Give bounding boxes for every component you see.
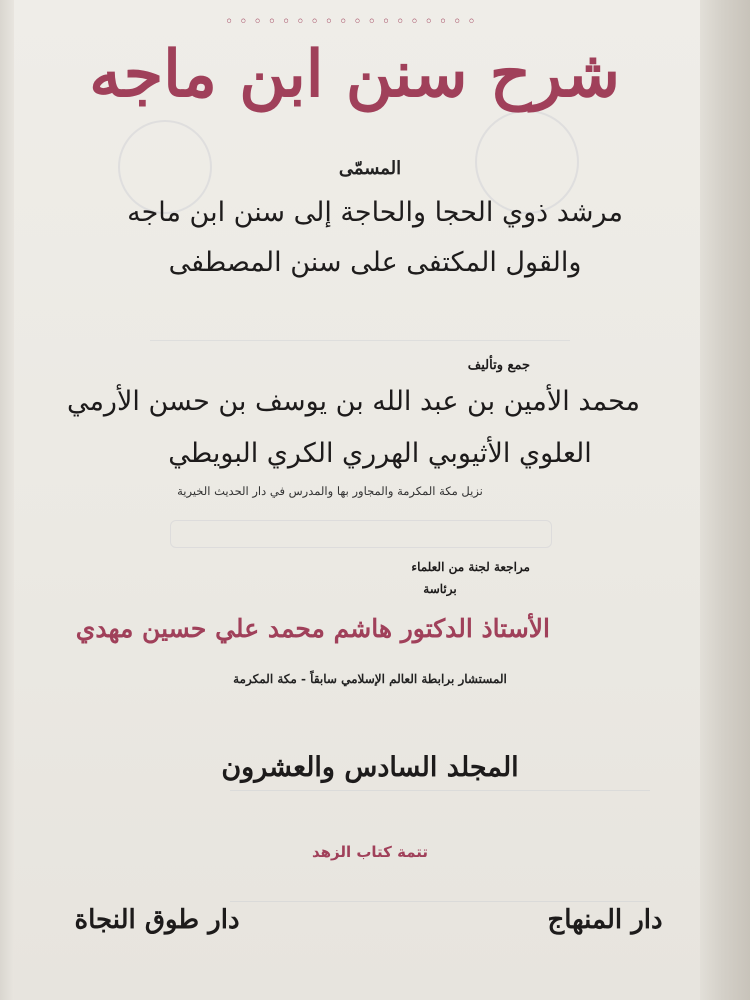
chaired-by-label: برئاسة: [423, 582, 457, 596]
subtitle-line-1: مرشد ذوي الحجا والحاجة إلى سنن ابن ماجه: [127, 197, 623, 228]
subtitle-line-2: والقول المكتفى على سنن المصطفى: [168, 247, 582, 278]
compiled-by-label: جمع وتأليف: [467, 358, 530, 373]
author-note: نزيل مكة المكرمة والمجاور بها والمدرس في دار الحديث الخيرية: [177, 484, 483, 498]
book-binding: [700, 0, 750, 1000]
title-ornament: ◦◦◦◦◦◦◦◦◦◦◦◦◦◦◦◦◦◦: [225, 14, 482, 30]
book-title: شرح سنن ابن ماجه: [89, 37, 620, 112]
reviewer-name: الأستاذ الدكتور هاشم محمد علي حسين مهدي: [75, 614, 550, 643]
volume-number: المجلد السادس والعشرون: [221, 752, 519, 783]
page-edge: [0, 0, 14, 1000]
author-line-2: العلوي الأثيوبي الهرري الكري البويطي: [168, 438, 592, 469]
publisher-logo-left: دار طوق النجاة: [74, 905, 240, 935]
publisher-logo-right: دار المنهاج: [547, 905, 663, 935]
review-label: مراجعة لجنة من العلماء: [411, 560, 530, 574]
ghost-line: [150, 340, 570, 357]
ghost-box: [170, 520, 552, 548]
named-label: المسمّى: [338, 158, 402, 179]
volume-contents: تتمة كتاب الزهد: [311, 843, 429, 861]
reviewer-title: المستشار برابطة العالم الإسلامي سابقاً - مكة المكرمة: [233, 672, 507, 686]
author-line-1: محمد الأمين بن عبد الله بن يوسف بن حسن الأرمي: [66, 386, 640, 417]
